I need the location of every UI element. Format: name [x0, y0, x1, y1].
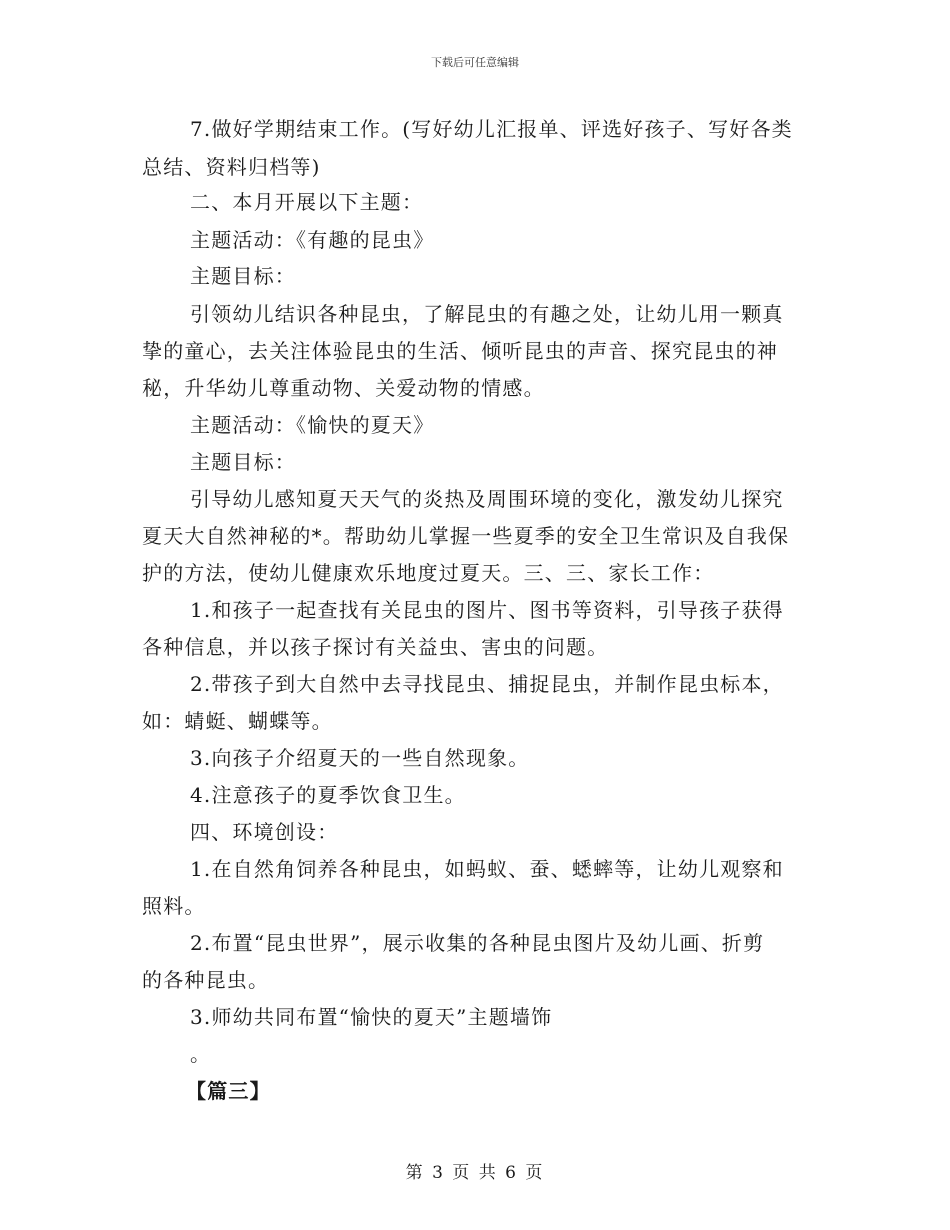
paragraph-line: 引领幼儿结识各种昆虫，了解昆虫的有趣之处，让幼儿用一颗真: [190, 302, 784, 326]
paragraph-line: 各种信息，并以孩子探讨有关益虫、害虫的问题。: [142, 635, 609, 659]
list-item: 3.师幼共同布置“愉快的夏天”主题墙饰: [190, 1005, 553, 1029]
list-item: 3.向孩子介绍夏天的一些自然现象。: [190, 746, 530, 770]
paragraph-line: 总结、资料归档等): [142, 155, 321, 179]
paragraph-line: 夏天大自然神秘的*。帮助幼儿掌握一些夏季的安全卫生常识及自我保: [142, 524, 790, 548]
paragraph-line: 引导幼儿感知夏天天气的炎热及周围环境的变化，激发幼儿探究: [190, 487, 784, 511]
list-item: 1.和孩子一起查找有关昆虫的图片、图书等资料，引导孩子获得: [190, 598, 784, 622]
theme-activity-label: 主题活动：《有趣的昆虫》: [190, 228, 435, 252]
list-item: 2.带孩子到大自然中去寻找昆虫、捕捉昆虫，并制作昆虫标本，: [190, 672, 784, 696]
page-header: 下载后可任意编辑: [431, 56, 519, 69]
paragraph-line: 秘，升华幼儿尊重动物、关爱动物的情感。: [142, 376, 545, 400]
list-item: 4.注意孩子的夏季饮食卫生。: [190, 783, 466, 807]
page-footer: 第 3 页 共 6 页: [405, 1163, 545, 1183]
paragraph-line: 的各种昆虫。: [142, 968, 270, 992]
paragraph-line: 。: [190, 1042, 212, 1066]
list-item: 1.在自然角饲养各种昆虫，如蚂蚁、蚕、蟋蟀等，让幼儿观察和: [190, 857, 784, 881]
theme-goal-label: 主题目标：: [190, 450, 296, 474]
section-heading: 二、本月开展以下主题：: [190, 190, 424, 214]
paragraph-line: 7.做好学期结束工作。(写好幼儿汇报单、评选好孩子、写好各类: [190, 117, 793, 141]
theme-goal-label: 主题目标：: [190, 264, 296, 288]
paragraph-line: 护的方法，使幼儿健康欢乐地度过夏天。三、三、家长工作：: [142, 561, 715, 585]
list-item: 2.布置“昆虫世界”，展示收集的各种昆虫图片及幼儿画、折剪: [190, 931, 765, 955]
paragraph-line: 挚的童心，去关注体验昆虫的生活、倾听昆虫的声音、探究昆虫的神: [142, 339, 778, 363]
paragraph-line: 照料。: [142, 894, 206, 918]
paragraph-line: 如：蜻蜓、蝴蝶等。: [142, 709, 333, 733]
part-heading: 【篇三】: [186, 1079, 271, 1103]
theme-activity-label: 主题活动：《愉快的夏天》: [190, 413, 435, 437]
section-heading: 四、环境创设：: [190, 820, 339, 844]
